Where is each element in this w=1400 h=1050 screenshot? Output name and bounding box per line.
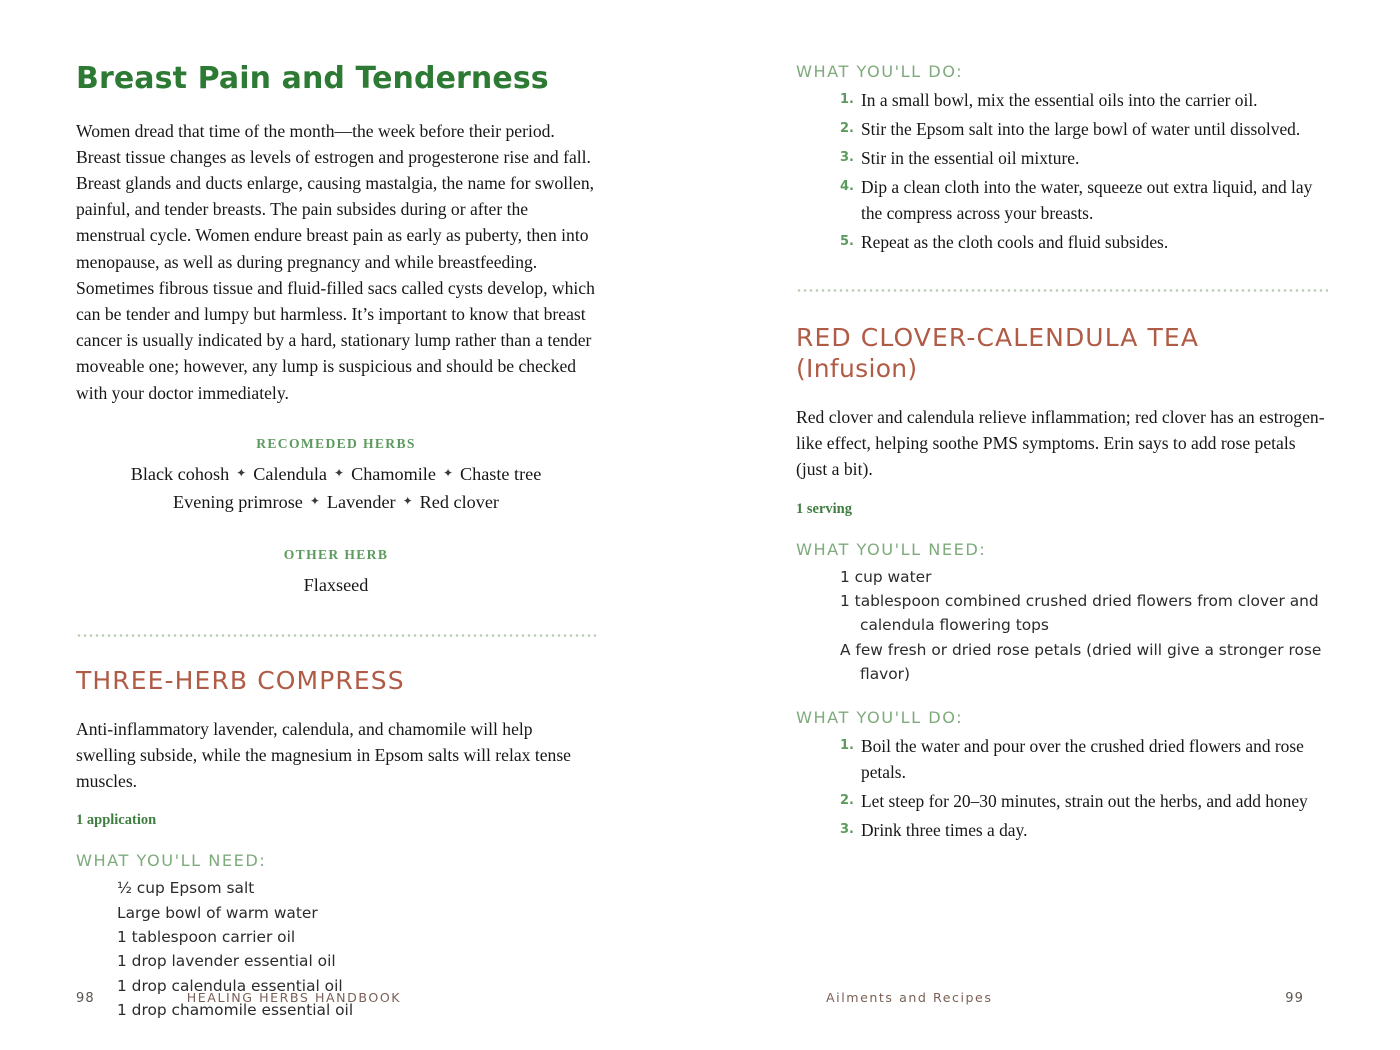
ingredient-item: 1 drop calendula essential oil xyxy=(117,976,343,995)
ingredients-list xyxy=(796,565,1328,686)
page-recto xyxy=(700,0,1400,1050)
steps-list-tea xyxy=(796,733,1328,843)
herb-name: Chaste tree xyxy=(460,463,542,484)
step-item: Dip a clean cloth into the water, squeeze out extra liquid, and lay the compress across your breasts. xyxy=(861,177,1313,223)
recommended-herbs-line-2 xyxy=(76,489,596,517)
recipe-yield: 1 serving xyxy=(796,500,852,517)
recommended-herbs-heading: RECOMEDED HERBS xyxy=(256,435,416,451)
step-item: In a small bowl, mix the essential oils into the carrier oil. xyxy=(861,90,1258,110)
recommended-herbs-line-1 xyxy=(76,461,596,489)
recommended-herbs-list xyxy=(76,461,596,517)
herb-separator-icon: ✦ xyxy=(334,465,345,480)
section-divider-dotted xyxy=(76,634,596,637)
herb-separator-icon: ✦ xyxy=(309,493,320,508)
page-recto-content xyxy=(796,62,1328,972)
ingredient-item: 1 tablespoon combined crushed dried flowers from clover and calendula flowering tops xyxy=(840,591,1319,635)
recipe-title-red-clover-calendula-tea xyxy=(796,322,1328,384)
other-herb-heading: OTHER HERB xyxy=(283,546,389,562)
herb-name: Calendula xyxy=(253,463,327,484)
step-item: Repeat as the cloth cools and fluid subsides. xyxy=(861,232,1169,252)
herb-name: Chamomile xyxy=(351,463,436,484)
intro-paragraph: Women dread that time of the month—the week before their period. Breast tissue changes as levels of estrogen and progesterone rise and fall. Breast glands and ducts enlarge, causing mastalgia, the name for swollen, painful, and tender breasts. The pain subsides during or after the menstrual cycle. Women endure breast pain as early as puberty, then into menopause, as well as during pregnancy and while breastfeeding. Sometimes fibrous tissue and fluid-filled sacs called cysts develop, which can be tender and lumpy but harmless. It’s important to know that breast cancer is usually indicated by a hard, stationary lump rather than a tender moveable one; however, any lump is suspicious and should be checked with your doctor immediately. xyxy=(76,120,595,403)
page-number-verso: 98 xyxy=(76,991,95,1006)
herb-name: Black cohosh xyxy=(130,463,230,484)
other-herbs-line-1 xyxy=(76,572,596,598)
ingredient-item: 1 tablespoon carrier oil xyxy=(117,928,296,947)
recipe-yield: 1 application xyxy=(76,812,157,829)
recipe-title-three-herb-compress: THREE-HERB COMPRESS xyxy=(76,665,405,695)
herb-separator-icon: ✦ xyxy=(442,465,453,480)
recipe-title-main: RED CLOVER-CALENDULA TEA xyxy=(796,323,1200,352)
running-head-verso: HEALING HERBS HANDBOOK xyxy=(186,990,402,1005)
step-item: Let steep for 20–30 minutes, strain out the herbs, and add honey xyxy=(861,791,1308,812)
herb-name: Flaxseed xyxy=(303,574,369,595)
step-item: Stir in the essential oil mixture. xyxy=(861,148,1080,168)
ingredient-item: 1 cup water xyxy=(840,567,932,586)
herb-separator-icon: ✦ xyxy=(402,493,413,508)
recipe-description: Anti-inflammatory lavender, calendula, and chamomile will help swelling subside, while the magnesium in Epsom salts will relax tense muscles. xyxy=(76,718,571,792)
steps-label-tea: WHAT YOU'LL DO: xyxy=(796,708,964,728)
other-herbs-list xyxy=(76,572,596,598)
recipe-title-subtitle: (Infusion) xyxy=(796,354,918,383)
ingredients-label: WHAT YOU'LL NEED: xyxy=(796,539,987,559)
herb-name: Lavender xyxy=(326,491,396,512)
steps-label-compress: WHAT YOU'LL DO: xyxy=(796,62,964,81)
herb-name: Evening primrose xyxy=(173,491,303,512)
ingredient-item: Large bowl of warm water xyxy=(117,903,318,922)
step-item: Stir the Epsom salt into the large bowl of water until dissolved. xyxy=(861,119,1301,139)
ingredient-item: 1 drop chamomile essential oil xyxy=(117,1000,354,1019)
ingredient-item: ½ cup Epsom salt xyxy=(117,879,255,898)
recipe-description: Red clover and calendula relieve inflammation; red clover has an estrogen-like effect, helping soothe PMS symptoms. Erin says to add rose petals (just a bit). xyxy=(796,407,1325,480)
page-title: Breast Pain and Tenderness xyxy=(76,61,549,96)
recommended-herbs-block xyxy=(76,436,596,598)
page-number-recto: 99 xyxy=(1285,991,1304,1006)
ingredients-label: WHAT YOU'LL NEED: xyxy=(76,851,267,871)
footer-verso xyxy=(0,990,700,1008)
herb-separator-icon: ✦ xyxy=(236,465,247,480)
running-head-recto: Ailments and Recipes xyxy=(826,990,993,1005)
steps-list-compress xyxy=(796,87,1328,255)
step-item: Boil the water and pour over the crushed dried flowers and rose petals. xyxy=(861,736,1304,783)
ingredient-item: 1 drop lavender essential oil xyxy=(117,952,336,971)
ingredient-item: A few fresh or dried rose petals (dried will give a stronger rose flavor) xyxy=(840,640,1322,683)
step-item: Drink three times a day. xyxy=(861,820,1028,841)
herb-name: Red clover xyxy=(419,491,499,512)
section-divider-dotted xyxy=(796,289,1328,292)
footer-recto xyxy=(700,990,1400,1008)
